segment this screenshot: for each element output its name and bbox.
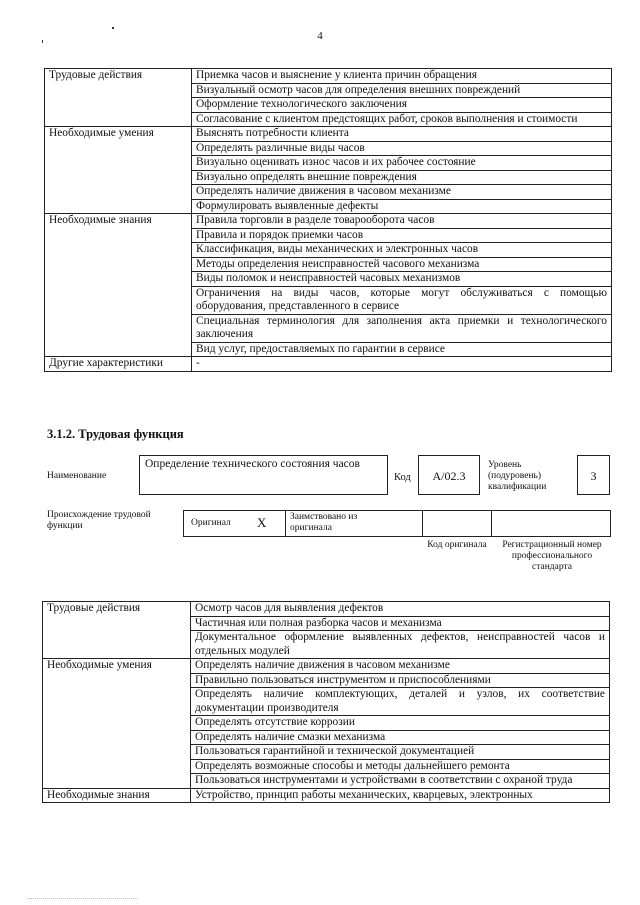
table-cell: Классификация, виды механических и электронных часов (192, 243, 612, 258)
table-cell: Частичная или полная разборка часов и механизма (191, 616, 610, 631)
name-value-box (139, 455, 388, 495)
scan-noise (28, 898, 138, 900)
code-label: Код (394, 472, 411, 483)
row-label: Трудовые действия (45, 69, 192, 127)
table-cell: Согласование с клиентом предстоящих работ, сроков выполнения и стоимости (192, 112, 612, 127)
original-mark: X (257, 515, 267, 530)
table-cell: Виды поломок и неисправностей часовых механизмов (192, 272, 612, 287)
table-cell: Специальная терминология для заполнения акта приемки и технологического заключения (192, 314, 612, 342)
table-cell: Приемка часов и выяснение у клиента причин обращения (192, 69, 612, 84)
row-label: Необходимые умения (45, 127, 192, 214)
level-value-box (577, 455, 610, 495)
row-label: Необходимые знания (45, 214, 192, 357)
skills-table-1 (44, 68, 612, 372)
table-cell: Документальное оформление выявленных дефектов, неисправностей часов и отдельных модулей (191, 631, 610, 659)
row-label: Необходимые знания (43, 788, 191, 803)
section-title: 3.1.2. Трудовая функция (47, 427, 184, 441)
table-cell: Определять различные виды часов (192, 141, 612, 156)
table-cell: Оформление технологического заключения (192, 98, 612, 113)
table-cell: Вид услуг, предоставляемых по гарантии в сервисе (192, 342, 612, 357)
table-cell: Правильно пользоваться инструментом и приспособлениями (191, 673, 610, 688)
skills-table-2 (42, 601, 610, 803)
function-name: Определение технического состояния часов (145, 458, 360, 470)
table-cell: Определять возможные способы и методы дальнейшего ремонта (191, 759, 610, 774)
scan-speck (112, 27, 114, 29)
table-cell: Визуально определять внешние повреждения (192, 170, 612, 185)
code-value-box (418, 455, 480, 495)
table-cell: Ограничения на виды часов, которые могут обслуживаться с помощью оборудования, представленного в сервисе (192, 286, 612, 314)
table-cell: Правила торговли в разделе товарооборота часов (192, 214, 612, 229)
table-cell: Правила и порядок приемки часов (192, 228, 612, 243)
table-cell: Визуальный осмотр часов для определения внешних повреждений (192, 83, 612, 98)
cell-divider (422, 510, 423, 537)
table-cell: Устройство, принцип работы механических, кварцевых, электронных (191, 788, 610, 803)
table-cell: Определять наличие движения в часовом механизме (192, 185, 612, 200)
code-value: А/02.3 (432, 469, 466, 483)
row-label: Необходимые умения (43, 659, 191, 789)
table-cell: Пользоваться гарантийной и технической документацией (191, 745, 610, 760)
row-label: Трудовые действия (43, 602, 191, 659)
page-number: 4 (317, 30, 323, 42)
origin-label: Происхождение трудовой функции (47, 510, 151, 531)
table-cell: Осмотр часов для выявления дефектов (191, 602, 610, 617)
table-cell: - (192, 357, 612, 372)
row-label: Другие характеристики (45, 357, 192, 372)
borrowed-label: Заимствовано из оригинала (290, 512, 358, 533)
table-cell: Методы определения неисправностей часового механизма (192, 257, 612, 272)
table-cell: Формулировать выявленные дефекты (192, 199, 612, 214)
table-cell: Определять наличие комплектующих, деталей и узлов, их соответствие документации производителя (191, 688, 610, 716)
code-original-label: Код оригинала (427, 540, 487, 550)
table-cell: Пользоваться инструментами и устройствами в соответствии с охраной труда (191, 774, 610, 789)
cell-divider (491, 510, 492, 537)
table-cell: Выяснять потребности клиента (192, 127, 612, 142)
original-label: Оригинал (191, 518, 231, 528)
table-cell: Определять наличие смазки механизма (191, 730, 610, 745)
table-cell: Визуально оценивать износ часов и их рабочее состояние (192, 156, 612, 171)
level-value: 3 (590, 469, 597, 483)
table-cell: Определять наличие движения в часовом механизме (191, 659, 610, 674)
cell-divider (285, 510, 286, 537)
reg-number-label: Регистрационный номер профессионального стандарта (502, 540, 602, 572)
table-cell: Определять отсутствие коррозии (191, 716, 610, 731)
name-label: Наименование (47, 471, 107, 481)
level-label: Уровень (подуровень) квалификации (488, 460, 547, 492)
